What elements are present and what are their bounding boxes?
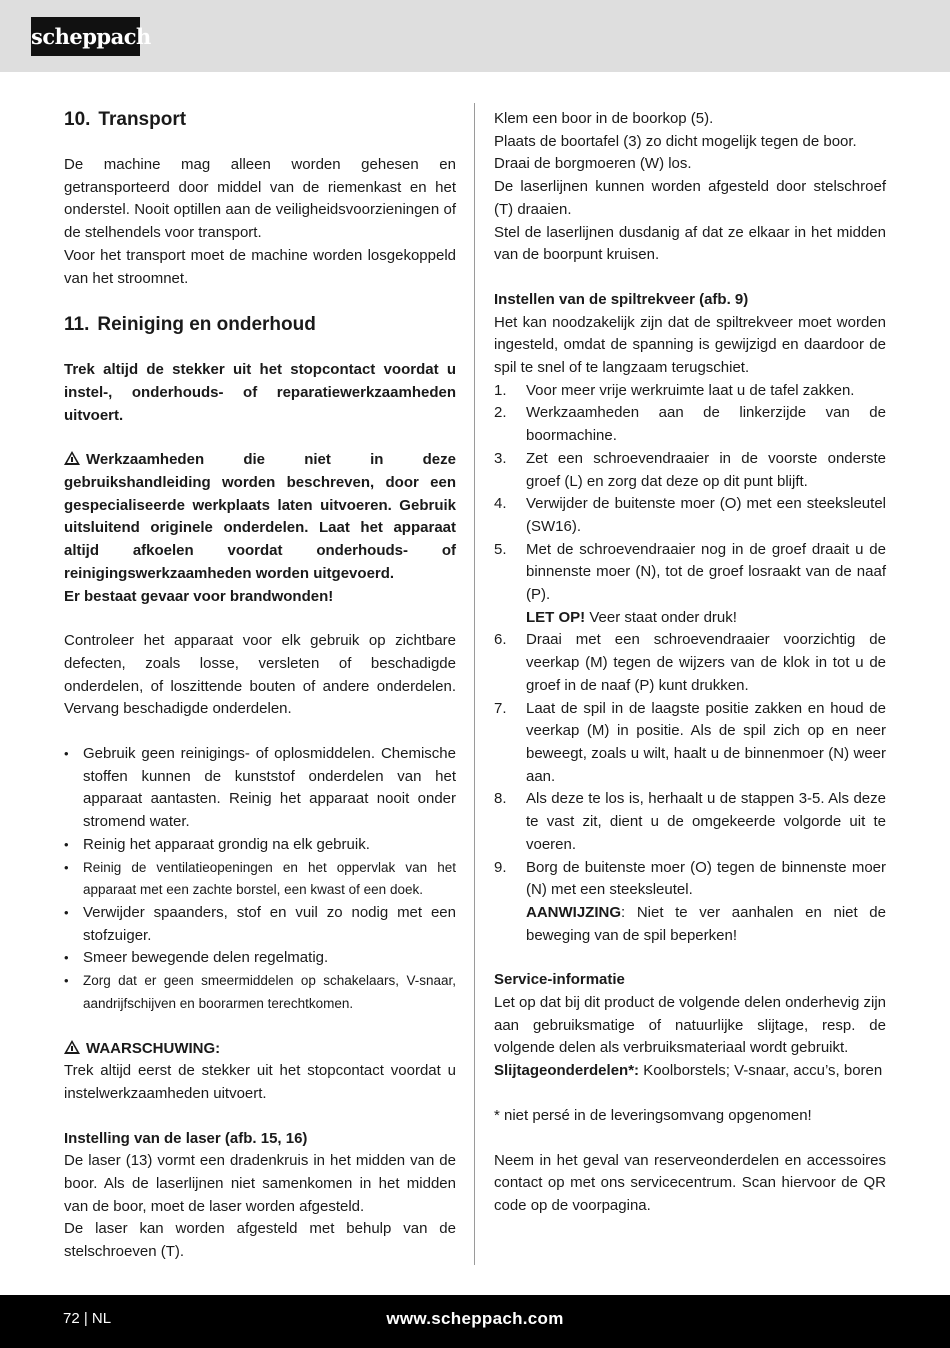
list-item: • Reinig de ventilatieopeningen en het oppervlak van het apparaat met een zachte borstel, een kwast of een doek.: [64, 857, 456, 902]
section-title-cleaning: 11. Reiniging en onderhoud: [64, 314, 316, 336]
list-item: 2. Werkzaamheden aan de linkerzijde van de boormachine.: [494, 404, 886, 445]
list-item: 9. Borg de buitenste moer (O) tegen de binnenste moer (N) met een steeksleutel. AANWIJZING: Niet te ver aanhalen en niet de beweging van de spil beperken!: [494, 858, 886, 944]
page-number: 72 | NL: [63, 1310, 112, 1327]
laser-paragraph-1: De laser (13) vormt een dradenkruis in het midden van de boor. Als de laserlijnen niet samenkomen in het midden van de boor, moet de laser worden afgesteld.: [64, 1152, 456, 1215]
warning-text: Trek altijd eerst de stekker uit het stopcontact voordat u instelwerkzaamheden uitvoert.: [64, 1062, 456, 1102]
specialist-notice: Werkzaamheden die niet in deze gebruikshandleiding worden beschreven, door een gespecialiseerde werkplaats laten uitvoeren. Gebruik uitsluitend originele onderdelen. Laat het apparaat altijd afkoelen voordat onderhouds- of reinigingswerkzaamheden worden uitgevoerd.: [64, 451, 456, 582]
laser-line-2: Plaats de boortafel (3) zo dicht mogelijk tegen de boor.: [494, 132, 857, 150]
laser-line-1: Klem een boor in de boorkop (5).: [494, 110, 714, 127]
warning-triangle-icon: [64, 1040, 80, 1054]
brand-logo: scheppach: [31, 17, 140, 56]
wear-parts: Slijtageonderdelen*: Koolborstels; V-snaar, accu’s, boren: [494, 1062, 883, 1080]
laser-line-5: Stel de laserlijnen dusdanig af dat ze elkaar in het midden van de boorpunt kruisen.: [494, 223, 886, 264]
spring-heading: Instellen van de spiltrekveer (afb. 9): [494, 290, 749, 308]
right-column: [494, 108, 886, 1218]
spring-steps-list: [494, 380, 886, 948]
column-divider: [474, 103, 475, 1265]
list-item: • Gebruik geen reinigings- of oplosmiddelen. Chemische stoffen kunnen de kunststof onderdelen van het apparaat aantasten. Reinig het apparaat nooit onder stromend water.: [64, 743, 456, 834]
cleaning-bullet-list: [64, 743, 456, 1015]
list-item: 1. Voor meer vrije werkruimte laat u de tafel zakken.: [494, 381, 855, 399]
laser-heading: Instelling van de laser (afb. 15, 16): [64, 1129, 308, 1147]
list-item: • Reinig het apparaat grondig na elk gebruik.: [64, 834, 456, 857]
burn-hazard-notice: Er bestaat gevaar voor brandwonden!: [64, 587, 334, 605]
inspection-paragraph: Controleer het apparaat voor elk gebruik op zichtbare defecten, zoals losse, versleten of beschadigde onderdelen, of loszittende bouten of andere onderdelen. Vervang beschadigde onderdelen.: [64, 632, 456, 718]
caution-label: LET OP!: [526, 608, 586, 626]
website-link[interactable]: www.scheppach.com: [386, 1309, 564, 1328]
hint-label: AANWIJZING: [526, 903, 621, 921]
section-title-transport: 10. Transport: [64, 109, 187, 130]
laser-line-4: De laserlijnen kunnen worden afgesteld door stelschroef (T) draaien.: [494, 178, 886, 218]
list-item: 4. Verwijder de buitenste moer (O) met een steeksleutel (SW16).: [494, 495, 886, 535]
list-item: 5. Met de schroevendraaier nog in de groef draait u de binnenste moer (N), tot de groef losraakt van de naaf (P). LET OP! Veer staat onder druk!: [494, 540, 886, 626]
left-column: [64, 108, 456, 1264]
laser-paragraph-2: De laser kan worden afgesteld met behulp van de stelschroeven (T).: [64, 1220, 456, 1261]
list-item: 7. Laat de spil in de laagste positie zakken en houd de veerkap (M) in positie. Als de spil zich op en neer beweegt, zoals u wilt, haalt u de binnenmoer (N) weer aan.: [494, 699, 886, 785]
list-item: 3. Zet een schroevendraaier in de voorste onderste groef (L) en zorg dat deze op dit punt blijft.: [494, 449, 886, 490]
list-item: • Zorg dat er geen smeermiddelen op schakelaars, V-snaar, aandrijfschijven en boorarmen terechtkomen.: [64, 970, 456, 1015]
footnote: * niet persé in de leveringsomvang opgenomen!: [494, 1106, 812, 1124]
list-item: • Verwijder spaanders, stof en vuil zo nodig met een stofzuiger.: [64, 902, 456, 947]
transport-paragraph-2: Voor het transport moet de machine worden losgekoppeld van het stroomnet.: [64, 246, 456, 287]
page-footer: [0, 1295, 950, 1348]
list-item: • Smeer bewegende delen regelmatig.: [64, 947, 456, 970]
list-item: 8. Als deze te los is, herhaalt u de stappen 3-5. Als deze te vast zit, dient u de omgekeerde volgorde uit te voeren.: [494, 790, 886, 853]
warning-triangle-icon: [64, 451, 80, 465]
warning-heading: WAARSCHUWING:: [64, 1038, 456, 1061]
service-heading: Service-informatie: [494, 971, 625, 989]
laser-line-3: Draai de borgmoeren (W) los.: [494, 155, 692, 173]
transport-paragraph-1: De machine mag alleen worden gehesen en getransporteerd door middel van de riemenkast en het onderstel. Nooit optillen aan de veiligheidsvoorzieningen of de stelhendels voor transport.: [64, 156, 456, 242]
list-item: 6. Draai met een schroevendraaier voorzichtig de veerkap (M) tegen de wijzers van de klok in tot u de groef in de naaf (P) kunt drukken.: [494, 631, 886, 694]
service-paragraph: Let op dat bij dit product de volgende delen onderhevig zijn aan gebruiksmatige of natuurlijke slijtage, resp. de volgende delen als verbruiksmateriaal wordt gebruikt.: [494, 994, 886, 1057]
unplug-notice: Trek altijd de stekker uit het stopcontact voordat u instel-, onderhouds- of reparatiewerkzaamheden uitvoert.: [64, 361, 456, 424]
page-header: [0, 0, 950, 72]
service-contact: Neem in het geval van reserveonderdelen en accessoires contact op met ons servicecentrum. Scan hiervoor de QR code op de voorpagina.: [494, 1151, 886, 1214]
spring-intro: Het kan noodzakelijk zijn dat de spiltrekveer moet worden ingesteld, omdat de spanning is gewijzigd en daardoor de spil te snel of te langzaam terugschiet.: [494, 313, 886, 377]
